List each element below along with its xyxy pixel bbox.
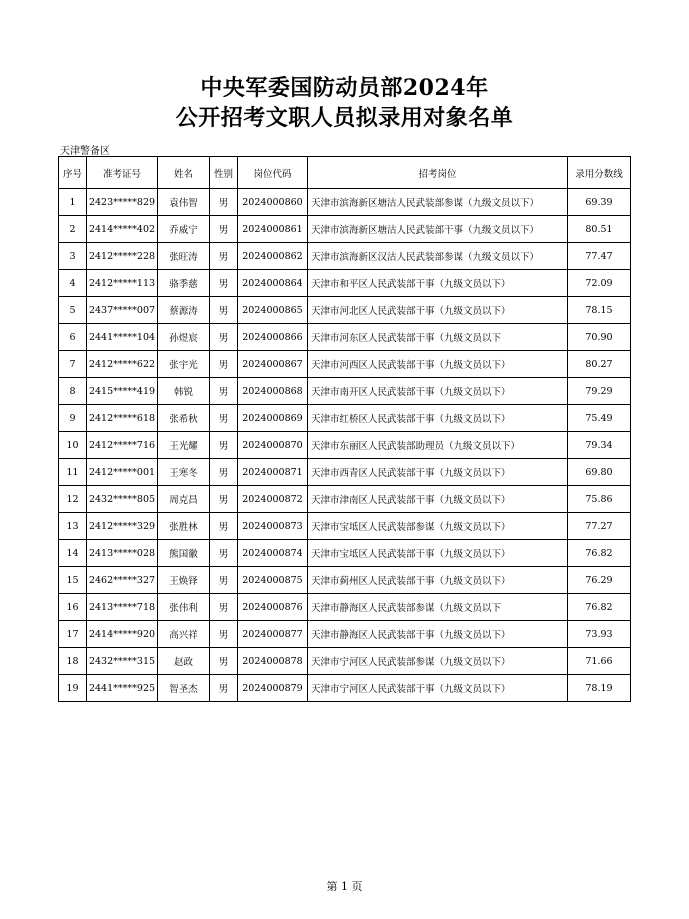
cell-post: 天津市滨海新区塘沽人民武装部参谋（九级文员以下） bbox=[308, 189, 568, 216]
cell-post-code: 2024000876 bbox=[238, 594, 308, 621]
cell-gender: 男 bbox=[210, 459, 238, 486]
cell-score: 76.82 bbox=[568, 594, 631, 621]
cell-gender: 男 bbox=[210, 405, 238, 432]
cell-ticket-number: 2415*****419 bbox=[87, 378, 158, 405]
cell-index: 16 bbox=[59, 594, 87, 621]
cell-ticket-number: 2437*****007 bbox=[87, 297, 158, 324]
table-row bbox=[59, 351, 631, 378]
table-row bbox=[59, 378, 631, 405]
cell-ticket-number: 2412*****618 bbox=[87, 405, 158, 432]
cell-gender: 男 bbox=[210, 648, 238, 675]
cell-post: 天津市南开区人民武装部干事（九级文员以下） bbox=[308, 378, 568, 405]
cell-score: 75.49 bbox=[568, 405, 631, 432]
cell-score: 78.15 bbox=[568, 297, 631, 324]
table-row bbox=[59, 540, 631, 567]
table-row bbox=[59, 648, 631, 675]
cell-post: 天津市滨海新区塘沽人民武装部干事（九级文员以下） bbox=[308, 216, 568, 243]
cell-post-code: 2024000868 bbox=[238, 378, 308, 405]
cell-gender: 男 bbox=[210, 486, 238, 513]
cell-gender: 男 bbox=[210, 216, 238, 243]
cell-post-code: 2024000869 bbox=[238, 405, 308, 432]
cell-gender: 男 bbox=[210, 594, 238, 621]
cell-index: 13 bbox=[59, 513, 87, 540]
cell-post: 天津市蓟州区人民武装部干事（九级文员以下） bbox=[308, 567, 568, 594]
cell-name: 骆季慈 bbox=[158, 270, 210, 297]
cell-index: 17 bbox=[59, 621, 87, 648]
cell-post-code: 2024000872 bbox=[238, 486, 308, 513]
table-row bbox=[59, 594, 631, 621]
cell-score: 76.29 bbox=[568, 567, 631, 594]
cell-gender: 男 bbox=[210, 351, 238, 378]
cell-ticket-number: 2412*****228 bbox=[87, 243, 158, 270]
page-title-line2: 公开招考文职人员拟录用对象名单 bbox=[175, 105, 514, 131]
cell-score: 77.47 bbox=[568, 243, 631, 270]
cell-score: 70.90 bbox=[568, 324, 631, 351]
cell-post: 天津市河东区人民武装部干事（九级文员以下 bbox=[308, 324, 568, 351]
cell-post-code: 2024000870 bbox=[238, 432, 308, 459]
cell-name: 张胜林 bbox=[158, 513, 210, 540]
cell-index: 14 bbox=[59, 540, 87, 567]
cell-name: 张希秋 bbox=[158, 405, 210, 432]
cell-ticket-number: 2413*****028 bbox=[87, 540, 158, 567]
table-row bbox=[59, 216, 631, 243]
cell-index: 15 bbox=[59, 567, 87, 594]
cell-score: 78.19 bbox=[568, 675, 631, 702]
cell-post-code: 2024000865 bbox=[238, 297, 308, 324]
cell-post: 天津市宁河区人民武装部参谋（九级文员以下） bbox=[308, 648, 568, 675]
page-number: 第 1 页 bbox=[326, 880, 363, 893]
cell-ticket-number: 2414*****402 bbox=[87, 216, 158, 243]
header-score: 录用分数线 bbox=[568, 157, 631, 189]
cell-gender: 男 bbox=[210, 567, 238, 594]
header-ticket-number: 准考证号 bbox=[87, 157, 158, 189]
cell-score: 79.34 bbox=[568, 432, 631, 459]
cell-score: 75.86 bbox=[568, 486, 631, 513]
cell-post: 天津市宁河区人民武装部干事（九级文员以下） bbox=[308, 675, 568, 702]
table-row bbox=[59, 486, 631, 513]
cell-name: 王寒冬 bbox=[158, 459, 210, 486]
cell-post-code: 2024000874 bbox=[238, 540, 308, 567]
table-row bbox=[59, 459, 631, 486]
cell-post: 天津市红桥区人民武装部干事（九级文员以下） bbox=[308, 405, 568, 432]
cell-index: 9 bbox=[59, 405, 87, 432]
cell-post: 天津市宝坻区人民武装部参谋（九级文员以下） bbox=[308, 513, 568, 540]
header-index: 序号 bbox=[59, 157, 87, 189]
cell-name: 王光耀 bbox=[158, 432, 210, 459]
cell-post: 天津市西青区人民武装部干事（九级文员以下） bbox=[308, 459, 568, 486]
cell-post: 天津市滨海新区汉沽人民武装部参谋（九级文员以下） bbox=[308, 243, 568, 270]
cell-name: 张宇光 bbox=[158, 351, 210, 378]
header-post-code: 岗位代码 bbox=[238, 157, 308, 189]
cell-post: 天津市津南区人民武装部干事（九级文员以下） bbox=[308, 486, 568, 513]
cell-name: 王焕铎 bbox=[158, 567, 210, 594]
cell-ticket-number: 2462*****327 bbox=[87, 567, 158, 594]
candidate-table bbox=[58, 156, 631, 702]
cell-index: 1 bbox=[59, 189, 87, 216]
cell-name: 乔威宁 bbox=[158, 216, 210, 243]
cell-index: 4 bbox=[59, 270, 87, 297]
cell-post-code: 2024000875 bbox=[238, 567, 308, 594]
cell-post: 天津市和平区人民武装部干事（九级文员以下） bbox=[308, 270, 568, 297]
table-row bbox=[59, 324, 631, 351]
cell-gender: 男 bbox=[210, 540, 238, 567]
table-row bbox=[59, 675, 631, 702]
cell-gender: 男 bbox=[210, 675, 238, 702]
cell-ticket-number: 2414*****920 bbox=[87, 621, 158, 648]
header-post: 招考岗位 bbox=[308, 157, 568, 189]
cell-ticket-number: 2412*****622 bbox=[87, 351, 158, 378]
cell-name: 韩锐 bbox=[158, 378, 210, 405]
cell-index: 5 bbox=[59, 297, 87, 324]
cell-score: 80.27 bbox=[568, 351, 631, 378]
cell-post: 天津市静海区人民武装部参谋（九级文员以下 bbox=[308, 594, 568, 621]
cell-gender: 男 bbox=[210, 243, 238, 270]
cell-ticket-number: 2441*****925 bbox=[87, 675, 158, 702]
header-name: 姓名 bbox=[158, 157, 210, 189]
cell-post: 天津市宝坻区人民武装部干事（九级文员以下） bbox=[308, 540, 568, 567]
cell-index: 7 bbox=[59, 351, 87, 378]
cell-name: 赵政 bbox=[158, 648, 210, 675]
table-row bbox=[59, 297, 631, 324]
cell-name: 张伟利 bbox=[158, 594, 210, 621]
cell-gender: 男 bbox=[210, 621, 238, 648]
cell-gender: 男 bbox=[210, 189, 238, 216]
cell-gender: 男 bbox=[210, 513, 238, 540]
cell-score: 72.09 bbox=[568, 270, 631, 297]
cell-post-code: 2024000867 bbox=[238, 351, 308, 378]
cell-gender: 男 bbox=[210, 378, 238, 405]
cell-ticket-number: 2412*****113 bbox=[87, 270, 158, 297]
cell-name: 蔡源涛 bbox=[158, 297, 210, 324]
cell-score: 69.39 bbox=[568, 189, 631, 216]
cell-name: 智圣杰 bbox=[158, 675, 210, 702]
table-row bbox=[59, 567, 631, 594]
cell-ticket-number: 2441*****104 bbox=[87, 324, 158, 351]
unit-label: 天津警备区 bbox=[60, 146, 110, 157]
cell-post-code: 2024000866 bbox=[238, 324, 308, 351]
cell-name: 张旺涛 bbox=[158, 243, 210, 270]
cell-post-code: 2024000871 bbox=[238, 459, 308, 486]
cell-post-code: 2024000864 bbox=[238, 270, 308, 297]
cell-name: 高兴祥 bbox=[158, 621, 210, 648]
table-row bbox=[59, 432, 631, 459]
cell-ticket-number: 2413*****718 bbox=[87, 594, 158, 621]
cell-name: 周克昌 bbox=[158, 486, 210, 513]
cell-index: 3 bbox=[59, 243, 87, 270]
table-row bbox=[59, 189, 631, 216]
cell-ticket-number: 2432*****805 bbox=[87, 486, 158, 513]
cell-ticket-number: 2412*****716 bbox=[87, 432, 158, 459]
cell-ticket-number: 2412*****329 bbox=[87, 513, 158, 540]
cell-gender: 男 bbox=[210, 324, 238, 351]
table-row bbox=[59, 513, 631, 540]
cell-post: 天津市河西区人民武装部干事（九级文员以下） bbox=[308, 351, 568, 378]
cell-name: 孙煜宸 bbox=[158, 324, 210, 351]
cell-post: 天津市静海区人民武装部干事（九级文员以下） bbox=[308, 621, 568, 648]
page-title-line1: 中央军委国防动员部2024年 bbox=[200, 75, 489, 101]
cell-score: 80.51 bbox=[568, 216, 631, 243]
cell-score: 69.80 bbox=[568, 459, 631, 486]
cell-score: 71.66 bbox=[568, 648, 631, 675]
cell-post: 天津市东丽区人民武装部助理员（九级文员以下） bbox=[308, 432, 568, 459]
cell-ticket-number: 2432*****315 bbox=[87, 648, 158, 675]
cell-name: 袁伟智 bbox=[158, 189, 210, 216]
cell-post-code: 2024000879 bbox=[238, 675, 308, 702]
cell-index: 18 bbox=[59, 648, 87, 675]
cell-gender: 男 bbox=[210, 270, 238, 297]
table-row bbox=[59, 270, 631, 297]
cell-index: 12 bbox=[59, 486, 87, 513]
cell-index: 11 bbox=[59, 459, 87, 486]
table-row bbox=[59, 621, 631, 648]
cell-post-code: 2024000860 bbox=[238, 189, 308, 216]
table-row bbox=[59, 243, 631, 270]
cell-gender: 男 bbox=[210, 297, 238, 324]
header-gender: 性别 bbox=[210, 157, 238, 189]
cell-name: 熊国徽 bbox=[158, 540, 210, 567]
cell-post: 天津市河北区人民武装部干事（九级文员以下） bbox=[308, 297, 568, 324]
cell-index: 2 bbox=[59, 216, 87, 243]
cell-score: 76.82 bbox=[568, 540, 631, 567]
cell-index: 10 bbox=[59, 432, 87, 459]
cell-post-code: 2024000861 bbox=[238, 216, 308, 243]
cell-gender: 男 bbox=[210, 432, 238, 459]
cell-ticket-number: 2412*****001 bbox=[87, 459, 158, 486]
table-row bbox=[59, 405, 631, 432]
cell-ticket-number: 2423*****829 bbox=[87, 189, 158, 216]
cell-post-code: 2024000862 bbox=[238, 243, 308, 270]
table-body bbox=[59, 189, 631, 702]
cell-score: 73.93 bbox=[568, 621, 631, 648]
table-header-row bbox=[59, 157, 631, 189]
cell-score: 77.27 bbox=[568, 513, 631, 540]
cell-post-code: 2024000873 bbox=[238, 513, 308, 540]
cell-index: 19 bbox=[59, 675, 87, 702]
cell-post-code: 2024000877 bbox=[238, 621, 308, 648]
cell-index: 8 bbox=[59, 378, 87, 405]
cell-index: 6 bbox=[59, 324, 87, 351]
cell-score: 79.29 bbox=[568, 378, 631, 405]
cell-post-code: 2024000878 bbox=[238, 648, 308, 675]
